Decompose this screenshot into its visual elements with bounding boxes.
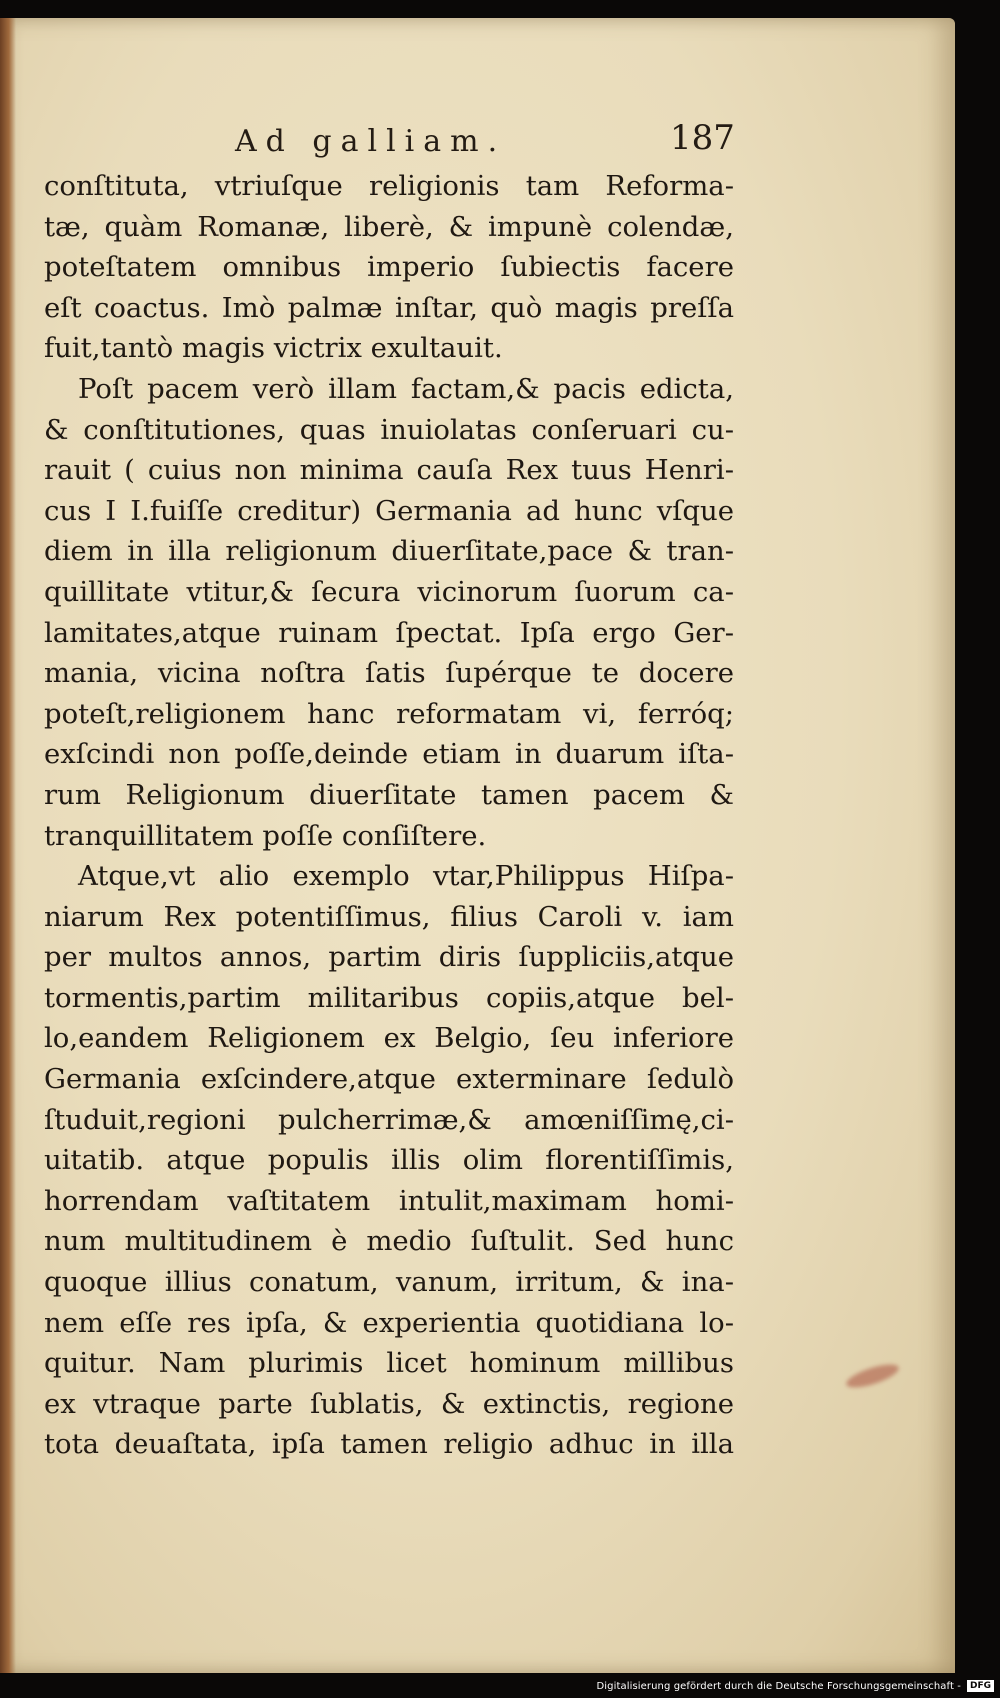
text-line: cus I I.fuiſſe creditur) Germania ad hunc vſque <box>44 494 734 527</box>
text-line: fuit,tantò magis victrix exultauit. <box>44 332 503 365</box>
text-line: ſtuduit,regioni pulcherrimæ,& amœniſſimę,ci- <box>44 1103 734 1136</box>
text-line: Atque,vt alio exemplo vtar,Philippus Hiſpa- <box>78 860 734 893</box>
text-line: quoque illius conatum, vanum, irritum, & ina- <box>44 1266 734 1299</box>
book-spine-edge <box>0 18 16 1673</box>
running-head <box>0 118 955 168</box>
text-line: per multos annos, partim diris ſuppliciis,atque <box>44 941 734 974</box>
text-line: num multitudinem è medio ſuſtulit. Sed hunc <box>44 1225 734 1258</box>
book-page <box>0 18 955 1673</box>
text-line: Germania exſcindere,atque exterminare ſedulò <box>44 1063 734 1096</box>
text-line: poteſtatem omnibus imperio ſubiectis facere <box>44 251 734 284</box>
footer-credit: Digitalisierung gefördert durch die Deutsche Forschungsgemeinschaft - <box>596 1680 961 1692</box>
text-line: quillitate vtitur,& ſecura vicinorum ſuorum ca- <box>44 575 734 608</box>
ink-stain <box>844 1360 901 1392</box>
dfg-logo: DFG <box>967 1680 994 1692</box>
text-line: ex vtraque parte ſublatis, & extinctis, regione <box>44 1387 734 1420</box>
text-line: exſcindi non poſſe,deinde etiam in duarum iſta- <box>44 738 734 771</box>
text-line: nem eſſe res ipſa, & experientia quotidiana lo- <box>44 1306 734 1339</box>
text-line: tæ, quàm Romanæ, liberè, & impunè colendæ, <box>44 210 734 243</box>
page-number: 187 <box>670 118 735 158</box>
text-line: lo,eandem Religionem ex Belgio, ſeu inferiore <box>44 1022 734 1055</box>
text-line: tota deuaſtata, ipſa tamen religio adhuc in illa <box>44 1428 734 1461</box>
text-line: tranquillitatem poſſe conſiſtere. <box>44 819 487 852</box>
text-line: conſtituta, vtriuſque religionis tam Reforma- <box>44 170 734 202</box>
text-line: eſt coactus. Imò palmæ inſtar, quò magis preſſa <box>44 291 734 324</box>
text-line: horrendam vaſtitatem intulit,maximam homi- <box>44 1184 734 1217</box>
text-line: lamitates,atque ruinam ſpectat. Ipſa ergo Ger- <box>44 616 734 649</box>
digitization-footer <box>596 1678 994 1694</box>
text-line: rum Religionum diuerſitate tamen pacem & <box>44 778 734 811</box>
text-line: niarum Rex potentiſſimus, filius Caroli v. iam <box>44 900 734 933</box>
text-line: tormentis,partim militaribus copiis,atque bel- <box>44 981 734 1014</box>
text-line: Poſt pacem verò illam factam,& pacis edicta, <box>78 372 734 405</box>
text-line: uitatib. atque populis illis olim florentiſſimis, <box>44 1144 734 1177</box>
text-line: rauit ( cuius non minima cauſa Rex tuus Henri- <box>44 454 734 487</box>
text-line: mania, vicina noſtra ſatis ſupérque te docere <box>44 657 734 690</box>
text-line: & conſtitutiones, quas inuiolatas conſeruari cu- <box>44 413 734 446</box>
text-line: quitur. Nam plurimis licet hominum millibus <box>44 1347 734 1380</box>
text-line: diem in illa religionum diuerſitate,pace & tran- <box>44 535 734 568</box>
body-text <box>44 166 734 1465</box>
running-title: Ad galliam. <box>235 124 507 159</box>
text-line: poteſt,religionem hanc reformatam vi, ferróq; <box>44 697 734 730</box>
